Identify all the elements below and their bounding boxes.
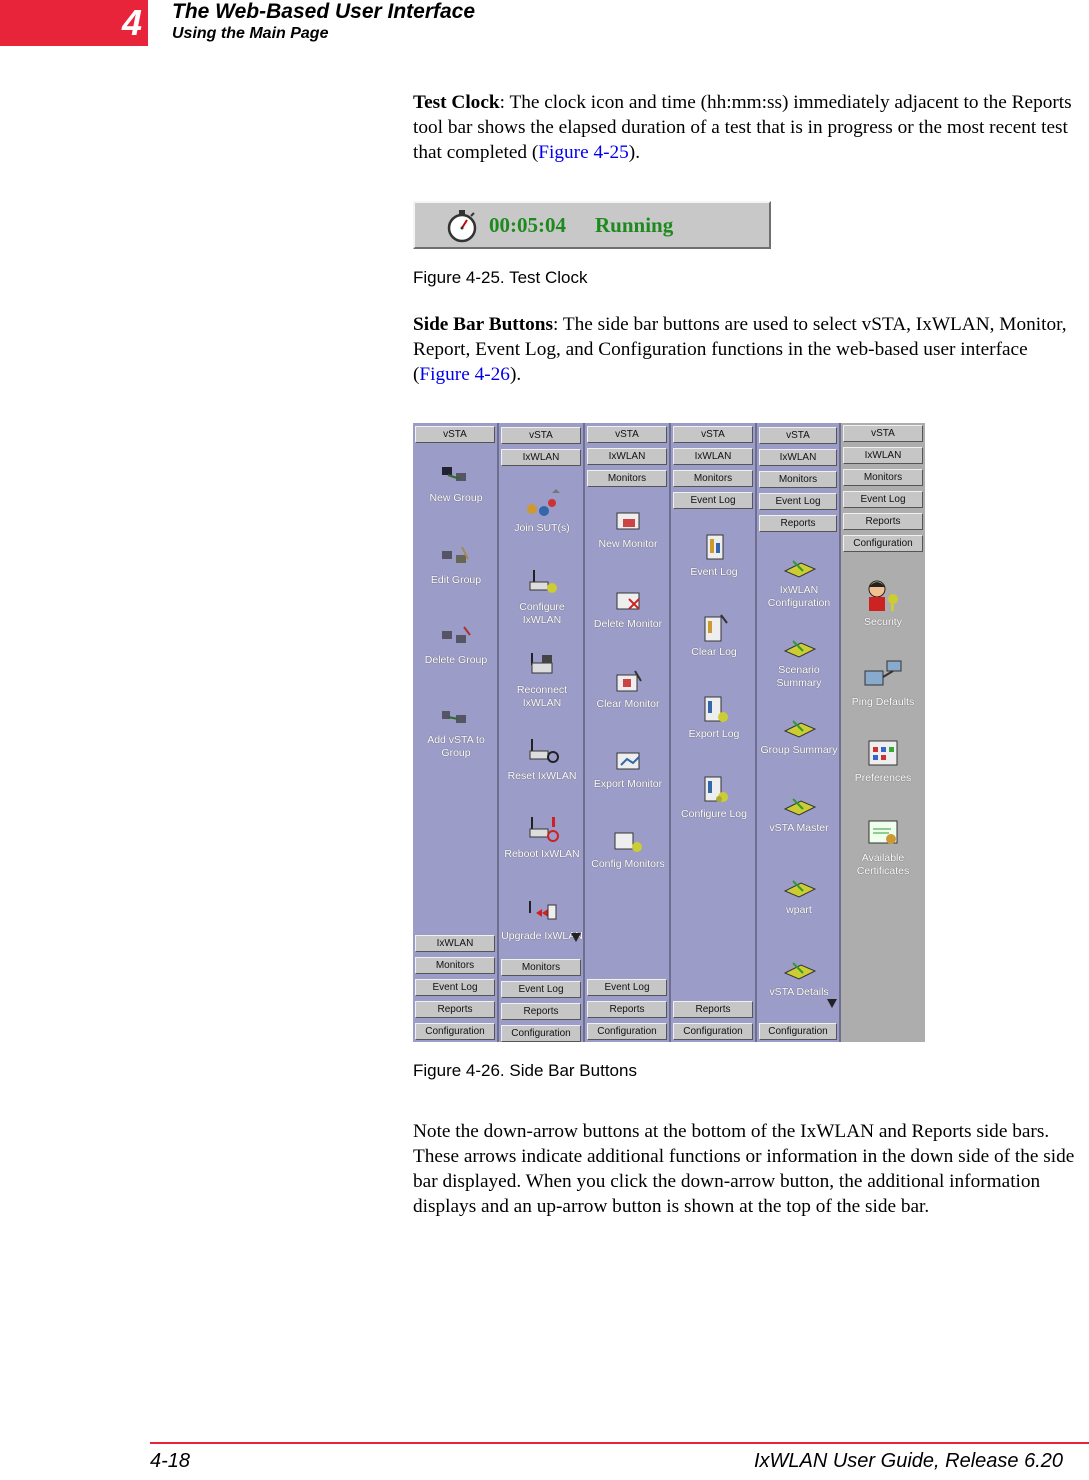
preferences-icon: [861, 737, 905, 769]
sidebar-item-label: wpart: [786, 904, 812, 916]
clock-status: Running: [595, 213, 674, 237]
test-clock-text: : The clock icon and time (hh:mm:ss) immediately adjacent to the Reports tool bar shows the elapsed duration of a test that is in progress or the most recent test that completed (: [413, 92, 1072, 163]
side-bar-term: Side Bar Buttons: [413, 314, 554, 335]
section-title: Using the Main Page: [172, 25, 329, 42]
stopwatch-icon: [445, 209, 479, 243]
add-vsta-icon: [438, 705, 474, 731]
sidebar-button-configuration[interactable]: Configuration: [843, 535, 923, 552]
configure-ixwlan-icon: [522, 568, 562, 598]
sidebar-button-ixwlan[interactable]: IxWLAN: [759, 449, 837, 466]
sidebar-item-label: Edit Group: [430, 574, 482, 586]
sidebar-button-ixwlan[interactable]: IxWLAN: [587, 448, 667, 465]
sidebar-item-label: Join SUT(s): [514, 522, 570, 534]
sidebar-button-ixwlan[interactable]: IxWLAN: [673, 448, 753, 465]
report-icon: [779, 877, 819, 901]
certificate-icon: [861, 817, 905, 849]
figure-4-25-link[interactable]: Figure 4-25: [538, 142, 629, 163]
report-icon: [779, 795, 819, 819]
sidebar-item-label: New Group: [429, 492, 483, 504]
sidebar-item-label: Scenario Summary: [776, 664, 822, 689]
sidebar-item-edit-group[interactable]: [413, 545, 499, 587]
sidebar-item-label: Configure IxWLAN: [519, 601, 565, 626]
sidebar-button-monitors[interactable]: Monitors: [843, 469, 923, 486]
sidebar-item-label: Reboot IxWLAN: [504, 848, 580, 860]
sidebar-item-configure-ixwlan[interactable]: [499, 568, 585, 627]
figure-4-26-link[interactable]: Figure 4-26: [419, 364, 510, 385]
sidebar-configuration: [841, 423, 925, 1042]
sidebar-item-new-group[interactable]: [413, 463, 499, 505]
sidebar-item-label: New Monitor: [598, 538, 658, 550]
sidebar-item-label: Delete Group: [424, 654, 488, 666]
sidebar-item-label: Configure Log: [681, 808, 747, 820]
sidebar-item-vsta-details[interactable]: [757, 959, 841, 999]
sidebar-item-label: Export Monitor: [593, 778, 663, 790]
test-clock-text-end: ).: [628, 142, 641, 163]
sidebar-item-label: Upgrade IxWLAN: [501, 930, 583, 942]
figure-4-26-caption: Figure 4-26. Side Bar Buttons: [413, 1061, 637, 1080]
sidebar-button-monitors[interactable]: Monitors: [759, 471, 837, 488]
sidebar-item-config-monitors[interactable]: [585, 829, 671, 871]
sidebar-button-reports[interactable]: Reports: [587, 1001, 667, 1018]
sidebar-item-scenario-summary[interactable]: [757, 637, 841, 690]
sidebar-item-label: Available Certificates: [856, 852, 910, 877]
sidebar-item-label: Export Log: [688, 728, 740, 740]
side-bar-text-end: ).: [509, 364, 522, 385]
book-title: IxWLAN User Guide, Release 6.20: [753, 1450, 1063, 1472]
sidebar-monitors: [585, 423, 671, 1042]
sidebar-button-ixwlan[interactable]: IxWLAN: [843, 447, 923, 464]
sidebar-item-label: IxWLAN Configuration: [767, 584, 831, 609]
sidebar-item-add-vsta[interactable]: [413, 705, 499, 760]
sidebar-button-monitors[interactable]: Monitors: [501, 959, 581, 976]
figure-4-25-caption: Figure 4-25. Test Clock: [413, 268, 588, 287]
configure-log-icon: [697, 775, 731, 805]
test-clock-term: Test Clock: [413, 92, 500, 113]
sidebar-item-group-summary[interactable]: [757, 717, 841, 757]
report-icon: [779, 637, 819, 661]
sidebar-item-label: Preferences: [854, 772, 912, 784]
sidebar-button-event-log[interactable]: Event Log: [673, 492, 753, 509]
sidebar-button-reports[interactable]: Reports: [501, 1003, 581, 1020]
sidebar-item-delete-group[interactable]: [413, 625, 499, 667]
sidebar-item-label: Clear Log: [691, 646, 737, 658]
scroll-down-arrow[interactable]: [827, 999, 837, 1008]
chapter-number: 4: [121, 2, 142, 43]
sidebar-item-security[interactable]: [841, 577, 925, 629]
sidebar-item-label: Event Log: [690, 566, 738, 578]
sidebar-item-wpart[interactable]: [757, 877, 841, 917]
sidebar-item-label: vSTA Master: [769, 822, 829, 834]
sidebar-button-event-log[interactable]: Event Log: [415, 979, 495, 996]
event-log-icon: [697, 533, 731, 563]
sidebar-button-event-log[interactable]: Event Log: [501, 981, 581, 998]
sidebar-button-vsta[interactable]: vSTA: [501, 427, 581, 444]
sidebar-item-label: Clear Monitor: [596, 698, 660, 710]
export-monitor-icon: [611, 749, 645, 775]
sidebar-button-vsta[interactable]: vSTA: [415, 426, 495, 443]
sidebar-button-vsta[interactable]: vSTA: [759, 427, 837, 444]
sidebar-event-log: [671, 423, 757, 1042]
sidebar-item-new-monitor[interactable]: [585, 509, 671, 551]
join-sut-icon: [522, 489, 562, 519]
side-bar-text: : The side bar buttons are used to select vSTA, IxWLAN, Monitor, Report, Event Log, and Configuration functions in the web-based user interface (: [413, 314, 1067, 385]
sidebar-button-monitors[interactable]: Monitors: [415, 957, 495, 974]
report-icon: [779, 959, 819, 983]
side-bar-buttons-figure: [413, 423, 925, 1042]
reset-ixwlan-icon: [522, 737, 562, 767]
sidebar-item-preferences[interactable]: [841, 737, 925, 785]
sidebar-item-configure-log[interactable]: [671, 775, 757, 821]
upgrade-ixwlan-icon: [522, 899, 562, 927]
sidebar-item-reset-ixwlan[interactable]: [499, 737, 585, 783]
sidebar-item-ixwlan-configuration[interactable]: [757, 557, 841, 610]
sidebar-item-label: Reconnect IxWLAN: [516, 684, 568, 709]
sidebar-button-monitors[interactable]: Monitors: [587, 470, 667, 487]
sidebar-button-ixwlan[interactable]: IxWLAN: [415, 935, 495, 952]
sidebar-button-reports[interactable]: Reports: [759, 515, 837, 532]
sidebar-item-available-certificates[interactable]: [841, 817, 925, 878]
sidebar-button-reports[interactable]: Reports: [673, 1001, 753, 1018]
sidebar-button-configuration[interactable]: Configuration: [673, 1023, 753, 1040]
side-bar-paragraph: [413, 312, 1085, 387]
sidebar-item-event-log[interactable]: [671, 533, 757, 579]
delete-monitor-icon: [611, 589, 645, 615]
new-group-icon: [438, 463, 474, 489]
sidebar-button-reports[interactable]: Reports: [843, 513, 923, 530]
sidebar-button-vsta[interactable]: vSTA: [587, 426, 667, 443]
sidebar-reports: [757, 423, 841, 1042]
report-icon: [779, 717, 819, 741]
sidebar-button-vsta[interactable]: vSTA: [673, 426, 753, 443]
footer-divider: [150, 1442, 1089, 1444]
delete-group-icon: [438, 625, 474, 651]
sidebar-item-label: Security: [864, 616, 902, 628]
note-paragraph: Note the down-arrow buttons at the bottom of the IxWLAN and Reports side bars. These arrows indicate additional functions or information in the down side of the side bar displayed. When you click the down-arrow button, the additional information displays and an up-arrow button is shown at the top of the side bar.: [413, 1121, 1075, 1217]
sidebar-item-label: vSTA Details: [769, 986, 829, 998]
sidebar-item-ping-defaults[interactable]: [841, 657, 925, 709]
sidebar-item-label: Delete Monitor: [593, 618, 663, 630]
sidebar-button-configuration[interactable]: Configuration: [587, 1023, 667, 1040]
sidebar-item-join-sut[interactable]: [499, 489, 585, 535]
sidebar-item-reconnect-ixwlan[interactable]: [499, 651, 585, 710]
security-icon: [861, 577, 905, 613]
sidebar-ixwlan: [499, 423, 585, 1042]
sidebar-item-clear-monitor[interactable]: [585, 669, 671, 711]
reconnect-ixwlan-icon: [522, 651, 562, 681]
clock-time: 00:05:04: [489, 213, 566, 237]
sidebar-button-event-log[interactable]: Event Log: [759, 493, 837, 510]
ping-defaults-icon: [861, 657, 905, 693]
sidebar-item-label: Config Monitors: [591, 858, 665, 870]
sidebar-item-label: Reset IxWLAN: [507, 770, 577, 782]
clear-log-icon: [697, 613, 731, 643]
sidebar-button-reports[interactable]: Reports: [415, 1001, 495, 1018]
test-clock-figure: [413, 201, 771, 249]
sidebar-item-delete-monitor[interactable]: [585, 589, 671, 631]
sidebar-item-export-monitor[interactable]: [585, 749, 671, 791]
sidebar-button-ixwlan[interactable]: IxWLAN: [501, 449, 581, 466]
sidebar-button-event-log[interactable]: Event Log: [587, 979, 667, 996]
chapter-title: The Web-Based User Interface: [172, 0, 476, 23]
test-clock-paragraph: [413, 90, 1085, 165]
sidebar-item-label: Group Summary: [760, 744, 838, 756]
sidebar-vsta: [413, 423, 499, 1042]
page-number: 4-18: [150, 1450, 191, 1472]
sidebar-button-configuration[interactable]: Configuration: [501, 1025, 581, 1042]
sidebar-item-clear-log[interactable]: [671, 613, 757, 659]
config-monitors-icon: [611, 829, 645, 855]
edit-group-icon: [438, 545, 474, 571]
new-monitor-icon: [611, 509, 645, 535]
sidebar-button-monitors[interactable]: Monitors: [673, 470, 753, 487]
sidebar-item-label: Add vSTA to Group: [427, 734, 485, 759]
sidebar-item-export-log[interactable]: [671, 695, 757, 741]
report-icon: [779, 557, 819, 581]
sidebar-item-vsta-master[interactable]: [757, 795, 841, 835]
chapter-tab: [0, 0, 148, 46]
sidebar-item-reboot-ixwlan[interactable]: [499, 815, 585, 861]
reboot-ixwlan-icon: [522, 815, 562, 845]
sidebar-button-event-log[interactable]: Event Log: [843, 491, 923, 508]
scroll-down-arrow[interactable]: [571, 933, 581, 942]
export-log-icon: [697, 695, 731, 725]
sidebar-item-label: Ping Defaults: [851, 696, 915, 708]
sidebar-button-vsta[interactable]: vSTA: [843, 425, 923, 442]
clear-monitor-icon: [611, 669, 645, 695]
sidebar-button-configuration[interactable]: Configuration: [415, 1023, 495, 1040]
sidebar-button-configuration[interactable]: Configuration: [759, 1023, 837, 1040]
